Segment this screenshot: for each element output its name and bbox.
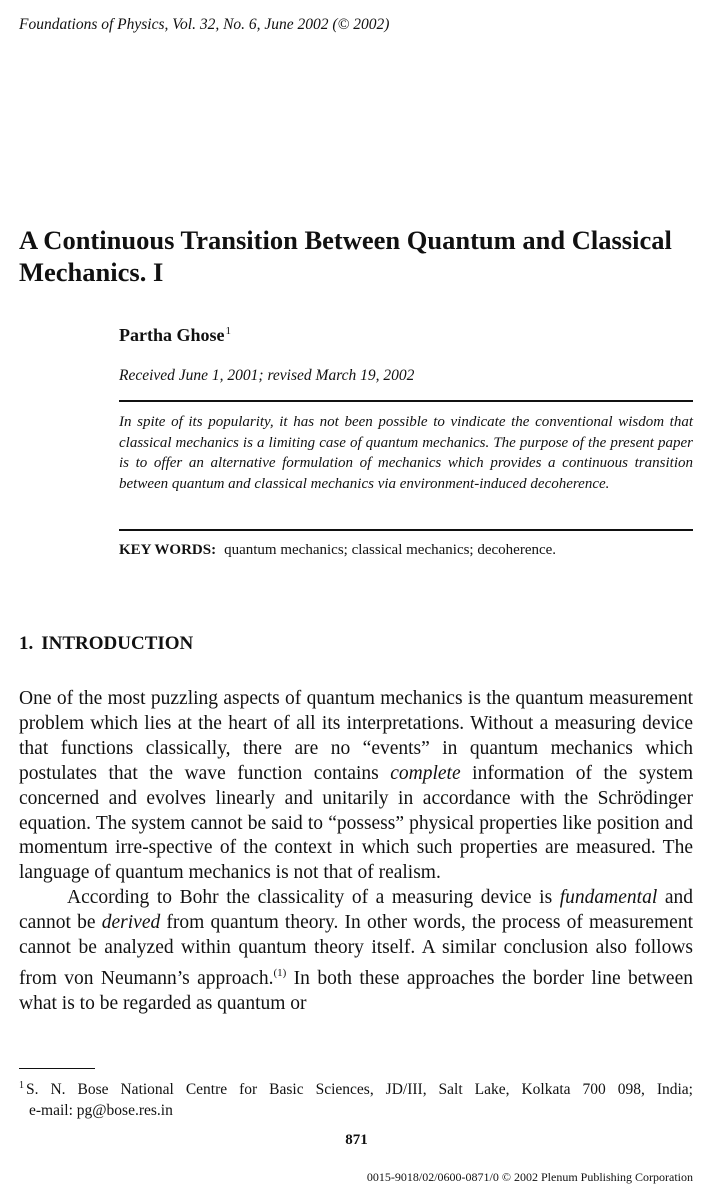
p2-emphasis-1: fundamental — [559, 887, 658, 909]
footnote-affiliation-text: S. N. Bose National Centre for Basic Sciences, JD/III, Salt Lake, Kolkata 700 098, India; — [26, 1081, 693, 1098]
p2-text-a: According to Bohr the classicality of a measuring device is — [67, 887, 560, 909]
paragraph-1 — [19, 687, 693, 886]
paper-title: A Continuous Transition Between Quantum and Classical Mechanics. I — [19, 225, 672, 287]
keywords — [119, 542, 556, 559]
author-name: Partha Ghose — [119, 325, 225, 345]
keywords-list: quantum mechanics; classical mechanics; decoherence. — [224, 542, 557, 558]
keywords-label: KEY WORDS: — [119, 542, 217, 558]
footnote-email[interactable]: e-mail: pg@bose.res.in — [29, 1102, 173, 1119]
section-number: 1. — [19, 633, 34, 654]
p2-text-c: from quantum theory. In other words, the process of measurement cannot be analyzed within quantum theory itself. A similar conclusion also follows from von Neumann’s approach. — [19, 912, 693, 989]
p2-text-b: and cannot be — [19, 887, 694, 934]
p1-text-a: One of the most puzzling aspects of quantum mechanics is the quantum measurement problem which lies at the heart of all its interpretations. Without a measuring device that functions classically, there are no “events” in quantum mechanics which postulates that the wave function contains — [19, 688, 693, 784]
footnote-affiliation — [19, 1075, 693, 1100]
section-heading — [19, 633, 193, 655]
paragraph-2 — [19, 886, 693, 1017]
citation-ref[interactable]: (1) — [273, 966, 287, 979]
footnote-mark: 1 — [19, 1080, 24, 1091]
p2-emphasis-2: derived — [101, 912, 161, 934]
copyright-line: 0015-9018/02/0600-0871/0 © 2002 Plenum Publishing Corporation — [366, 1170, 693, 1184]
section-title: INTRODUCTION — [41, 633, 194, 654]
page-number: 871 — [345, 1132, 368, 1148]
footnote — [19, 1075, 693, 1121]
body-text — [19, 687, 693, 1017]
journal-header: Foundations of Physics, Vol. 32, No. 6, June 2002 (© 2002) — [19, 16, 390, 33]
received-dates: Received June 1, 2001; revised March 19, 2002 — [119, 367, 415, 384]
abstract-top-rule — [119, 400, 693, 402]
footnote-rule — [19, 1068, 95, 1069]
abstract: In spite of its popularity, it has not been possible to vindicate the conventional wisdom that classical mechanics is a limiting case of quantum mechanics. The purpose of the present paper is to offer an alternative formulation of mechanics which provides a continuous transition between quantum and classical mechanics via environment-induced decoherence. — [119, 414, 693, 492]
abstract-bottom-rule — [119, 529, 693, 531]
p1-text-b: information of the system concerned and evolves linearly and unitarily in accordance with the Schrödinger equation. The system cannot be said to “possess” physical properties like position and momentum irre-spective of the context in which such properties are measured. The language of quantum mechanics is not that of realism. — [19, 762, 693, 884]
p1-emphasis: complete — [390, 762, 461, 784]
p2-text-d: In both these approaches the border line between what is to be regarded as quantum or — [19, 967, 693, 1014]
author — [119, 325, 231, 346]
author-footnote-mark: 1 — [225, 325, 231, 337]
